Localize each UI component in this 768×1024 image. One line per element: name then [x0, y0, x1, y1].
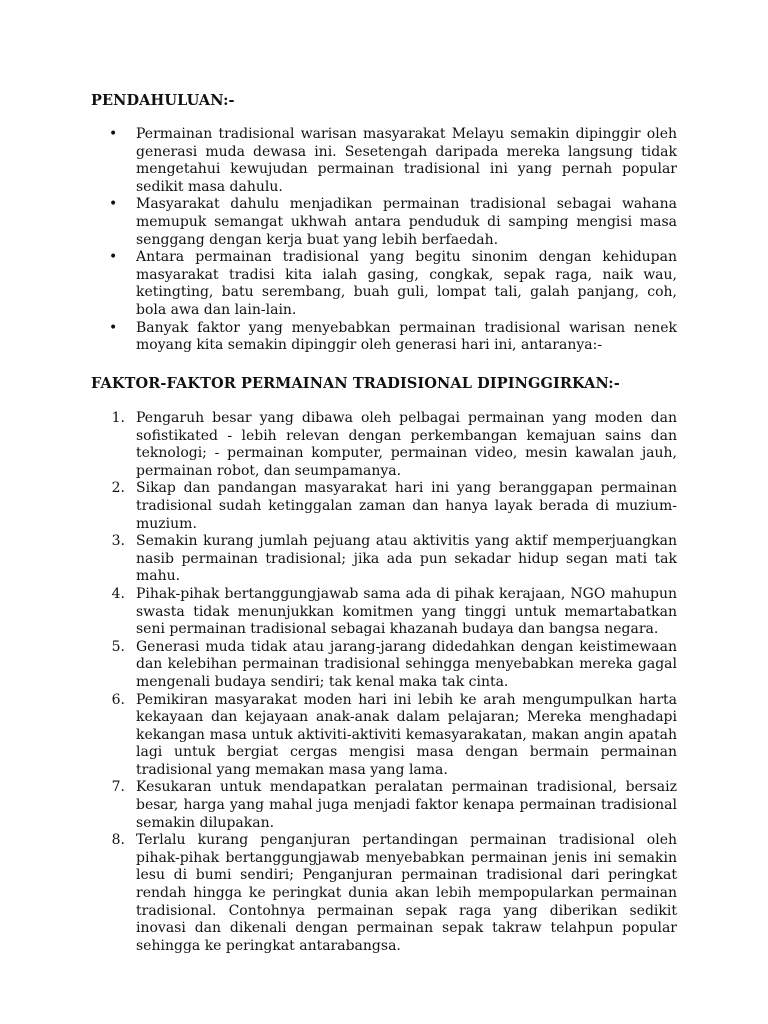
bullet-marker: •	[109, 196, 118, 213]
list-number: 4.	[111, 585, 125, 602]
list-item-text: Masyarakat dahulu menjadikan permainan tradisional sebagai wahana memupuk semangat ukhwah antara penduduk di samping mengisi masa senggang dengan kerja buat yang lebih berfaedah.	[136, 196, 677, 248]
bullet-marker: •	[109, 126, 118, 142]
bullet-marker: •	[109, 249, 118, 266]
list-item-text: Permainan tradisional warisan masyarakat Melayu semakin dipinggir oleh generasi muda dewasa ini. Sesetengah daripada mereka langsung tidak mengetahui kewujudan permainan tradisional ini yang pernah popular sedikit masa dahulu.	[136, 126, 677, 195]
list-number: 8.	[111, 832, 125, 849]
bullet-marker: •	[109, 319, 118, 336]
list-item-text: Semakin kurang jumlah pejuang atau aktivitis yang aktif memperjuangkan nasib permainan tradisional; jika ada pun sekadar hidup segan mati tak mahu.	[136, 533, 677, 585]
list-number: 5.	[111, 638, 125, 655]
factors-numbered-list	[105, 410, 677, 955]
list-number: 3.	[111, 533, 125, 550]
list-item	[105, 832, 677, 955]
list-item-text: Terlalu kurang penganjuran pertandingan permainan tradisional oleh pihak-pihak bertanggungjawab menyebabkan permainan jenis ini semakin lesu di bumi sendiri; Penganjuran permainan tradisional dari peringkat rendah hingga ke peringkat dunia akan lebih mempopularkan permainan tradisional. Contohnya permainan sepak raga yang diberikan sedikit inovasi dan dikenali dengan permainan sepak takraw telahpun popular sehingga ke peringkat antarabangsa.	[136, 832, 677, 954]
list-number: 2.	[111, 480, 125, 497]
intro-bullet-list	[105, 126, 677, 355]
list-item-text: Generasi muda tidak atau jarang-jarang didedahkan dengan keistimewaan dan kelebihan permainan tradisional sehingga menyebabkan mereka gagal mengenali budaya sendiri; tak kenal maka tak cinta.	[136, 638, 677, 690]
list-number: 6.	[111, 691, 125, 708]
list-number: 1.	[111, 410, 125, 426]
list-item-text: Kesukaran untuk mendapatkan peralatan permainan tradisional, bersaiz besar, harga yang mahal juga menjadi faktor kenapa permainan tradisional semakin dilupakan.	[136, 779, 677, 831]
list-number: 7.	[111, 779, 125, 796]
list-item	[105, 126, 677, 196]
list-item	[105, 779, 677, 832]
list-item	[105, 586, 677, 639]
list-item	[105, 533, 677, 586]
list-item-text: Sikap dan pandangan masyarakat hari ini yang beranggapan permainan tradisional sudah ketinggalan zaman dan hanya layak berada di muzium-muzium.	[136, 480, 677, 532]
list-item	[105, 639, 677, 692]
list-item	[105, 480, 677, 533]
list-item-text: Antara permainan tradisional yang begitu sinonim dengan kehidupan masyarakat tradisi kita ialah gasing, congkak, sepak raga, naik wau, ketingting, batu serembang, buah guli, lompat tali, galah panjang, coh, bola awa dan lain-lain.	[136, 249, 677, 318]
list-item-text: Pemikiran masyarakat moden hari ini lebih ke arah mengumpulkan harta kekayaan dan kejayaan anak-anak dalam pelajaran; Mereka menghadapi kekangan masa untuk aktiviti-aktiviti kemasyarakatan, makan angin apatah lagi untuk bergiat cergas mengisi masa dengan bermain permainan tradisional yang memakan masa yang lama.	[136, 691, 677, 778]
section-heading-faktor: FAKTOR-FAKTOR PERMAINAN TRADISIONAL DIPINGGIRKAN:-	[91, 375, 620, 392]
list-item	[105, 249, 677, 319]
list-item	[105, 410, 677, 480]
list-item	[105, 196, 677, 249]
list-item-text: Pengaruh besar yang dibawa oleh pelbagai permainan yang moden dan sofistikated - lebih relevan dengan perkembangan kemajuan sains dan teknologi; - permainan komputer, permainan video, mesin kawalan jauh, permainan robot, dan seumpamanya.	[136, 410, 677, 479]
section-heading-pendahuluan: PENDAHULUAN:-	[91, 92, 235, 109]
list-item	[105, 692, 677, 780]
list-item-text: Banyak faktor yang menyebabkan permainan tradisional warisan nenek moyang kita semakin dipinggir oleh generasi hari ini, antaranya:-	[136, 319, 677, 354]
list-item-text: Pihak-pihak bertanggungjawab sama ada di pihak kerajaan, NGO mahupun swasta tidak menunjukkan komitmen yang tinggi untuk memartabatkan seni permainan tradisional sebagai khazanah budaya dan bangsa negara.	[136, 585, 677, 638]
list-item	[105, 320, 677, 355]
